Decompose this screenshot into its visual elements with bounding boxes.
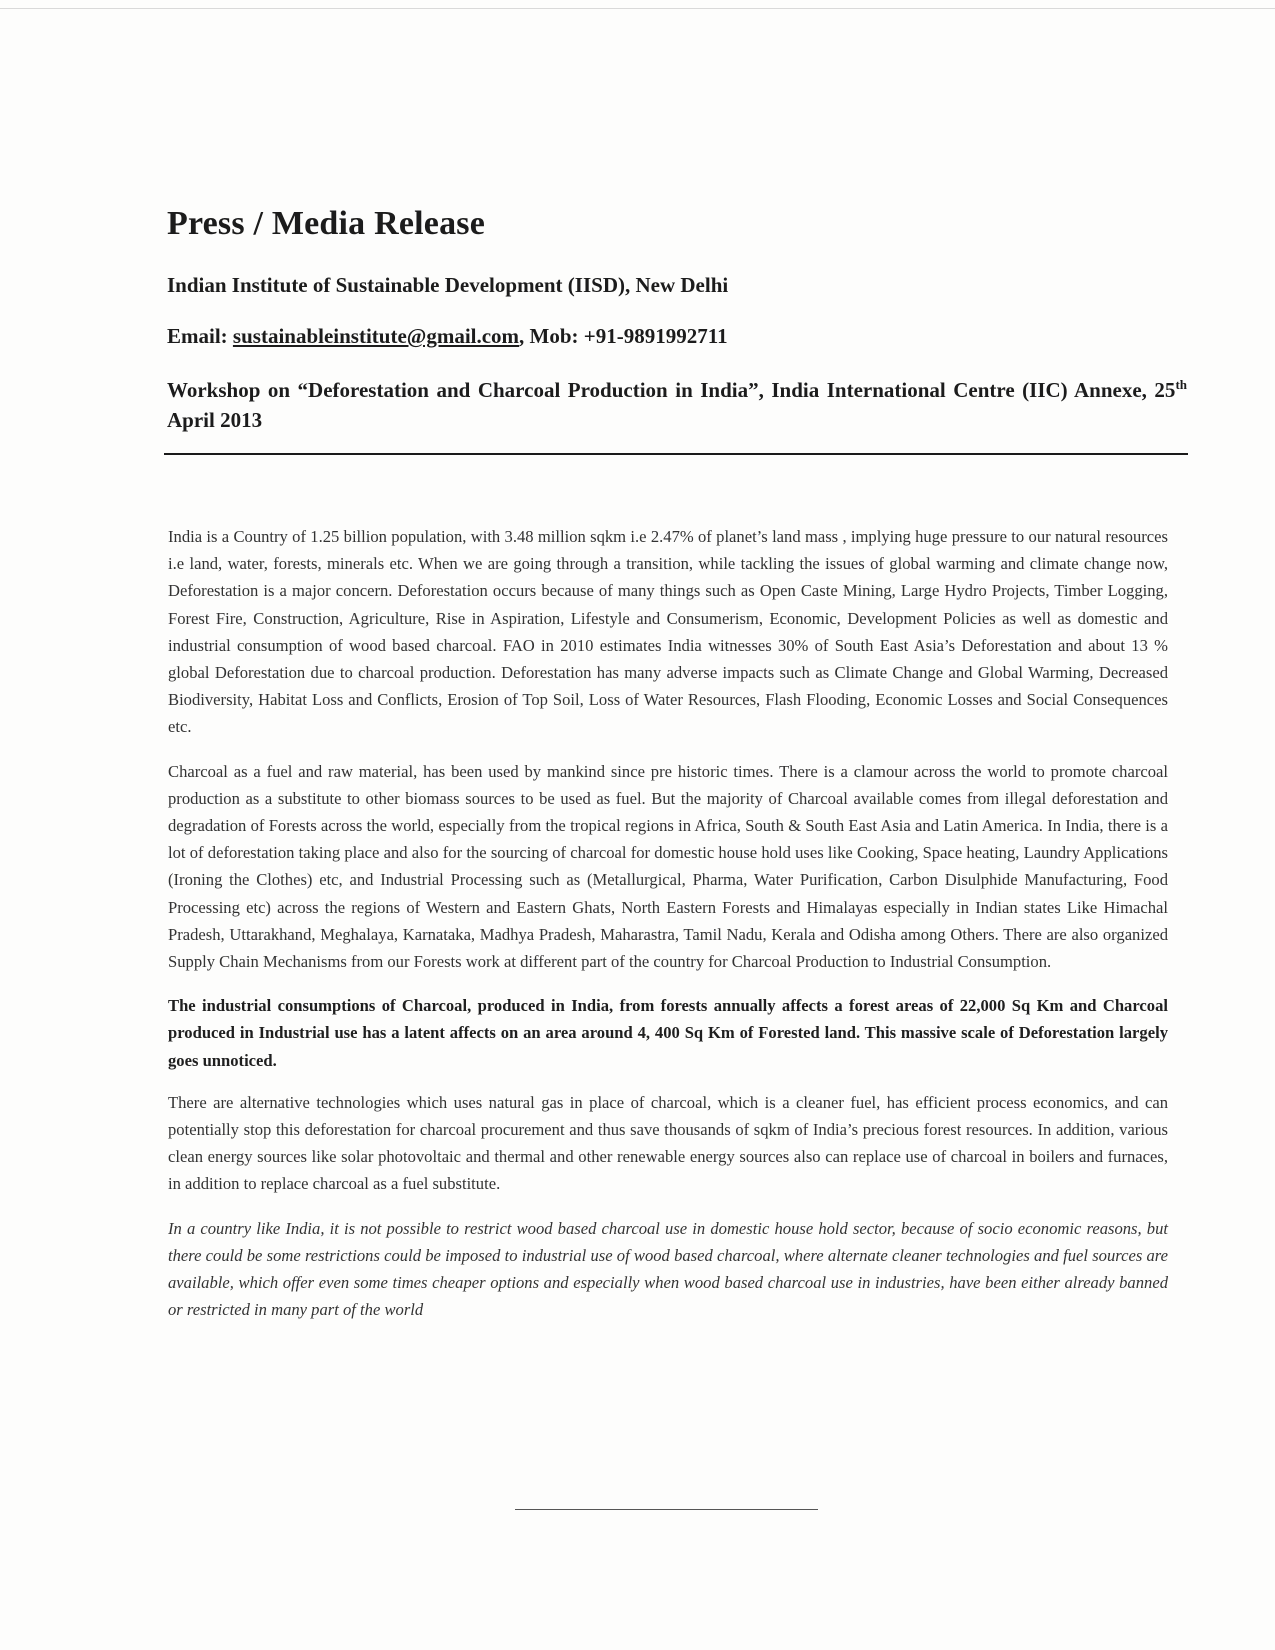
workshop-text: Workshop on “Deforestation and Charcoal Production in India”, India International Centre (IIC) Annexe, 25 — [167, 378, 1176, 402]
page-top-edge — [0, 8, 1275, 9]
end-divider — [515, 1509, 818, 1510]
mobile-number: , Mob: +91-9891992711 — [519, 324, 728, 348]
paragraph-charcoal-history: Charcoal as a fuel and raw material, has been used by mankind since pre historic times. There is a clamour across the world to promote charcoal production as a substitute to other biomass sources to be used as fuel. But the majority of Charcoal available comes from illegal deforestation and degradation of Forests across the world, especially from the tropical regions in Africa, South & South East Asia and Latin America. In India, there is a lot of deforestation taking place and also for the sourcing of charcoal for domestic house hold uses like Cooking, Space heating, Laundry Applications (Ironing the Clothes) etc, and Industrial Processing such as (Metallurgical, Pharma, Water Purification, Carbon Disulphide Manufacturing, Food Processing etc) across the regions of Western and Eastern Ghats, North Eastern Forests and Himalayas especially in Indian states Like Himachal Pradesh, Uttarakhand, Meghalaya, Karnataka, Madhya Pradesh, Maharastra, Tamil Nadu, Kerala and Odisha among Others. There are also organized Supply Chain Mechanisms from our Forests work at different part of the country for Charcoal Production to Industrial Consumption. — [168, 761, 1168, 972]
document-header — [167, 205, 1187, 435]
document-body — [168, 523, 1168, 1340]
organization-name: Indian Institute of Sustainable Development (IISD), New Delhi — [167, 273, 729, 297]
ordinal-suffix: th — [1175, 377, 1187, 392]
email-label: Email: — [167, 324, 233, 348]
workshop-date-tail: April 2013 — [167, 408, 263, 432]
document-title: Press / Media Release — [167, 205, 485, 242]
paragraph-highlight: The industrial consumptions of Charcoal, produced in India, from forests annually affects a forest areas of 22,000 Sq Km and Charcoal produced in Industrial use has a latent affects on an area around 4, 400 Sq Km of Forested land. This massive scale of Deforestation largely goes unnoticed. — [168, 996, 1168, 1070]
email-link[interactable]: sustainableinstitute@gmail.com — [232, 324, 520, 348]
paragraph-alternatives: There are alternative technologies which uses natural gas in place of charcoal, which is a cleaner fuel, has efficient process economics, and can potentially stop this deforestation for charcoal procurement and thus save thousands of sqkm of India’s precious forest resources. In addition, various clean energy sources like solar photovoltaic and thermal and other renewable energy sources also can replace use of charcoal in boilers and furnaces, in addition to replace charcoal as a fuel substitute. — [168, 1092, 1168, 1194]
workshop-heading — [167, 375, 1187, 435]
paragraph-intro: India is a Country of 1.25 billion population, with 3.48 million sqkm i.e 2.47% of planet’s land mass , implying huge pressure to our natural resources i.e land, water, forests, minerals etc. When we are going through a transition, while tackling the issues of global warming and climate change now, Deforestation is a major concern. Deforestation occurs because of many things such as Open Caste Mining, Large Hydro Projects, Timber Logging, Forest Fire, Construction, Agriculture, Rise in Aspiration, Lifestyle and Consumerism, Economic, Development Policies as well as domestic and industrial consumption of wood based charcoal. FAO in 2010 estimates India witnesses 30% of South East Asia’s Deforestation and about 13 % global Deforestation due to charcoal production. Deforestation has many adverse impacts such as Climate Change and Global Warming, Decreased Biodiversity, Habitat Loss and Conflicts, Erosion of Top Soil, Loss of Water Resources, Flash Flooding, Economic Losses and Social Consequences etc. — [168, 527, 1168, 737]
paragraph-conclusion: In a country like India, it is not possible to restrict wood based charcoal use in domestic house hold sector, because of socio economic reasons, but there could be some restrictions could be imposed to industrial use of wood based charcoal, where alternate cleaner technologies and fuel sources are available, which offer even some times cheaper options and especially when wood based charcoal use in industries, have been either already banned or restricted in many part of the world — [168, 1218, 1168, 1320]
contact-line — [167, 324, 1187, 349]
header-divider — [164, 453, 1188, 455]
